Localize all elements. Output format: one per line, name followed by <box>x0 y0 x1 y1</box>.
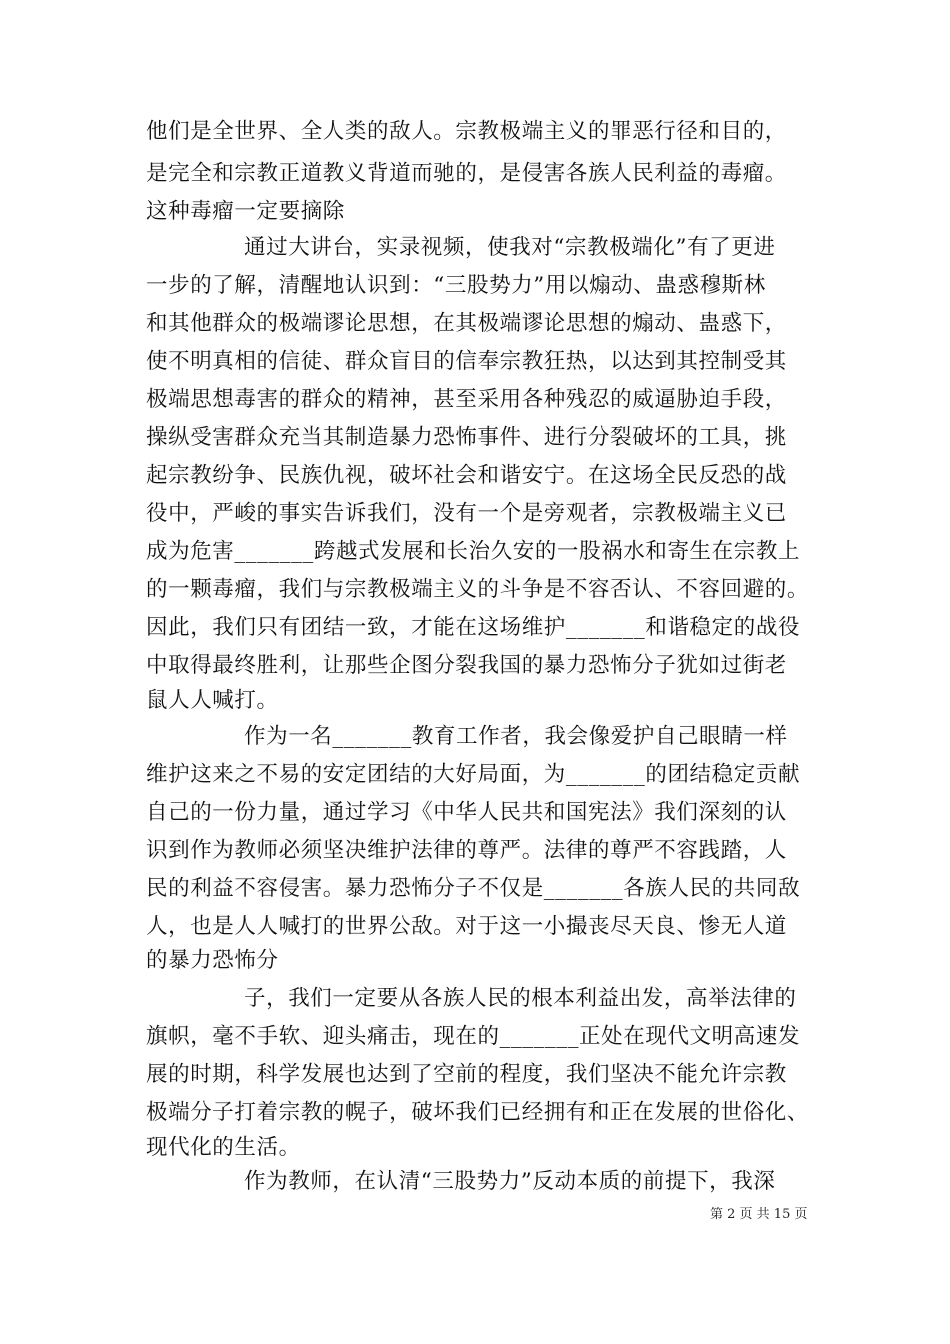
text-line: 民的利益不容侵害。暴力恐怖分子不仅是_______各族人民的共同敌 <box>146 876 801 901</box>
text-line: 起宗教纷争、民族仇视，破坏社会和谐安宁。在这场全民反恐的战 <box>146 463 787 488</box>
text-line: 极端思想毒害的群众的精神，甚至采用各种残忍的威逼胁迫手段， <box>146 387 787 412</box>
text-line: 人，也是人人喊打的世界公敌。对于这一小撮丧尽天良、惨无人道 <box>146 914 787 939</box>
page-number-footer: 第 2 页 共 15 页 <box>710 1207 808 1222</box>
text-line: 识到作为教师必须坚决维护法律的尊严。法律的尊严不容践踏，人 <box>146 838 787 863</box>
text-line: 通过大讲台，实录视频，使我对“宗教极端化”有了更进 <box>244 235 776 260</box>
text-line: 子，我们一定要从各族人民的根本利益出发，高举法律的 <box>244 986 797 1011</box>
text-line: 和其他群众的极端谬论思想，在其极端谬论思想的煽动、蛊惑下， <box>146 311 787 336</box>
text-line: 作为教师，在认清“三股势力”反动本质的前提下，我深 <box>244 1169 776 1194</box>
text-line: 展的时期，科学发展也达到了空前的程度，我们坚决不能允许宗教 <box>146 1062 787 1087</box>
text-line: 鼠人人喊打。 <box>146 688 279 713</box>
text-line: 是完全和宗教正道教义背道而驰的，是侵害各族人民利益的毒瘤。 <box>146 161 787 186</box>
text-line: 现代化的生活。 <box>146 1135 301 1160</box>
text-line: 役中，严峻的事实告诉我们，没有一个是旁观者，宗教极端主义已 <box>146 501 787 526</box>
text-line: 中取得最终胜利，让那些企图分裂我国的暴力恐怖分子犹如过街老 <box>146 653 787 678</box>
text-line: 的暴力恐怖分 <box>146 948 279 973</box>
text-line: 的一颗毒瘤，我们与宗教极端主义的斗争是不容否认、不容回避的。 <box>146 577 810 602</box>
text-line: 自己的一份力量，通过学习《中华人民共和国宪法》我们深刻的认 <box>146 800 787 825</box>
text-line: 极端分子打着宗教的幌子，破坏我们已经拥有和正在发展的世俗化、 <box>146 1100 810 1125</box>
text-line: 成为危害_______跨越式发展和长治久安的一股祸水和寄生在宗教上 <box>146 539 801 564</box>
text-line: 使不明真相的信徒、群众盲目的信奉宗教狂热，以达到其控制受其 <box>146 349 787 374</box>
text-line: 他们是全世界、全人类的敌人。宗教极端主义的罪恶行径和目的， <box>146 119 787 144</box>
text-line: 旗帜，毫不手软、迎头痛击，现在的_______正处在现代文明高速发 <box>146 1024 801 1049</box>
text-line: 这种毒瘤一定要摘除 <box>146 199 345 224</box>
text-line: 一步的了解，清醒地认识到：“三股势力”用以煽动、蛊惑穆斯林 <box>146 273 766 298</box>
text-line: 作为一名_______教育工作者，我会像爱护自己眼睛一样 <box>244 724 788 749</box>
text-line: 操纵受害群众充当其制造暴力恐怖事件、进行分裂破坏的工具，挑 <box>146 425 787 450</box>
text-line: 因此，我们只有团结一致，才能在这场维护_______和谐稳定的战役 <box>146 615 801 640</box>
text-line: 维护这来之不易的安定团结的大好局面，为_______的团结稳定贡献 <box>146 762 801 787</box>
